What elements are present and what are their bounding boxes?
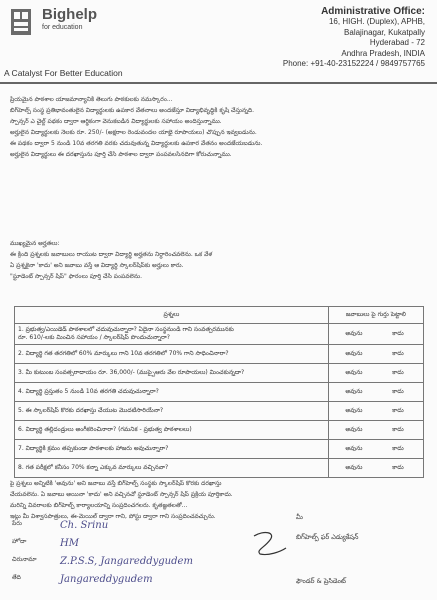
- table-row: [15, 364, 424, 383]
- detail-row: [12, 538, 242, 556]
- answer-cell[interactable]: [328, 440, 423, 459]
- answer-cell[interactable]: [328, 364, 423, 383]
- yes-option[interactable]: అవును: [345, 369, 363, 376]
- header-questions: ప్రశ్నలు: [15, 307, 329, 324]
- yes-option[interactable]: అవును: [345, 388, 363, 395]
- answer-cell[interactable]: [328, 421, 423, 440]
- sender-org: బిగ్‌హెల్ప్ ఫర్ ఎడ్యుకేషన్: [296, 533, 359, 541]
- intro-line: అర్హులైన విద్యార్థులకు నెలకు రూ. 250/- (అక్షరాల రెండువందల యాభై రూపాయలు) చొప్పున ఇవ్వబడును.: [10, 129, 257, 136]
- intro-line: ఈ పథకం ద్వారా 5 నుండి 10వ తరగతి వరకు చదువుతున్న విద్యార్థులకు ఉపకార వేతనం అందజేయబడును.: [10, 140, 263, 147]
- yes-option[interactable]: అవును: [345, 445, 363, 452]
- answer-cell[interactable]: [328, 383, 423, 402]
- section-line: ఈ క్రింది ప్రశ్నలకు జవాబులు రాయుట ద్వారా విద్యార్థి అర్హతను నిర్ధారించవలెను. ఒక వేళ: [10, 251, 213, 258]
- detail-label: హోదా: [12, 538, 27, 545]
- section-line: "స్టూడెంట్ స్పాన్సర్ షిప్" ఫారంలు పూర్తి చేసి పంపవలెను.: [10, 273, 142, 280]
- table-row: [15, 421, 424, 440]
- table-row: [15, 459, 424, 478]
- closing-line: ఇట్లు మీ విశ్వాసపాత్రులు, ఈ-మెయిల్ ద్వారా గాని, పోస్టు ద్వారా గాని సంప్రదించవచ్చును.: [10, 513, 216, 520]
- intro-line: బిగ్‌హెల్ప్ సంస్థ ప్రతిభావంతులైన విద్యార్థులకు ఉపకార వేతనాలు అందజేస్తూ విద్యాభివృద్ధికి కృషి చేస్తున్నది.: [10, 107, 255, 114]
- question-cell: 3. మీ కుటుంబ సంవత్సరాదాయం రూ. 36,000/- (ముప్పైఆరు వేల రూపాయలు) మించకున్నదా?: [15, 364, 329, 383]
- question-cell: 4. విద్యార్థి ప్రస్తుతం 5 నుండి 10వ తరగతి చదువుచున్నారా?: [15, 383, 329, 402]
- detail-label: చిరునామా: [12, 556, 37, 563]
- question-cell: [15, 324, 329, 345]
- no-option[interactable]: కాదు: [392, 407, 404, 414]
- answer-cell[interactable]: [328, 324, 423, 345]
- closing-line: పై ప్రశ్నలు అన్నిటికి 'అవును' అని జవాబు వస్తే బిగ్‌హెల్ప్ సంస్థకు స్కాలర్‌షిప్ కొరకు దరఖాస్తు: [10, 480, 222, 487]
- question-cell: 7. విద్యార్థికి క్రమం తప్పకుండా పాఠశాలకు హాజరు అవుచున్నారా?: [15, 440, 329, 459]
- question-cell: 2. విద్యార్థి గత తరగతిలో 60% మార్కులు గాని 10వ తరగతిలో 70% గాని సాధించినారా?: [15, 345, 329, 364]
- header-divider: [0, 82, 437, 84]
- detail-row: [12, 520, 242, 538]
- yes-option[interactable]: అవును: [345, 407, 363, 414]
- answer-cell[interactable]: [328, 459, 423, 478]
- eligibility-table: [14, 306, 424, 478]
- question-text: 1. ప్రభుత్వ/ఎయిడెడ్ పాఠశాలలో చదువుచున్నారా? ఏదైనా సంస్థనుండి గాని సంవత్సరమునకు: [18, 326, 234, 333]
- no-option[interactable]: కాదు: [392, 350, 404, 357]
- sender-role: ఫౌండర్ & ప్రెసిడెంట్: [296, 577, 346, 585]
- answer-cell[interactable]: [328, 345, 423, 364]
- no-option[interactable]: కాదు: [392, 369, 404, 376]
- detail-row: [12, 574, 242, 592]
- question-cell: 8. గత పరీక్షలో కనీసం 70% కన్నా ఎక్కువ మార్కులు వచ్చినవా?: [15, 459, 329, 478]
- no-option[interactable]: కాదు: [392, 388, 404, 395]
- detail-row: [12, 556, 242, 574]
- closing-line: చేయవలెను. ఏ జవాబు అయినా 'కాదు' అని వచ్చినచో స్టూడెంట్ స్పాన్సర్ షిప్ ప్రక్రియ పూర్తికాదు.: [10, 491, 233, 498]
- no-option[interactable]: కాదు: [392, 426, 404, 433]
- office-address: [255, 6, 425, 70]
- office-phone: Phone: +91-40-23152224 / 9849757765: [282, 59, 425, 68]
- no-option[interactable]: కాదు: [392, 464, 404, 471]
- table-row: [15, 402, 424, 421]
- signature-icon: [250, 528, 290, 558]
- closing-line: మరిన్ని వివరాలకు బిగ్‌హెల్ప్ కార్యాలయాన్ని సంప్రదించగలరు. కృతజ్ఞతలతో...: [10, 502, 188, 509]
- yes-option[interactable]: అవును: [345, 426, 363, 433]
- intro-line: అర్హులైన విద్యార్థులు ఈ దరఖాస్తును పూర్తి చేసి పాఠశాల ద్వారా పంపవలసినదిగా కోరుచున్నాము.: [10, 151, 232, 158]
- handwritten-name: Ch. Srinu: [60, 520, 109, 531]
- detail-label: తేది: [12, 574, 21, 581]
- header-answers: జవాబులు పై గుర్తు పెట్టాలి: [328, 307, 423, 324]
- office-line: Andhra Pradesh, INDIA: [341, 48, 425, 58]
- question-cell: 6. విద్యార్థి తల్లిదండ్రులు అంగీకరించినారా? (గమనిక - ప్రభుత్వ పాఠశాలలు): [15, 421, 329, 440]
- office-line: Hyderabad - 72: [369, 38, 425, 47]
- table-header-row: [15, 307, 424, 324]
- applicant-details: [12, 520, 242, 592]
- table-row: [15, 345, 424, 364]
- brand-name: Bighelp: [42, 6, 97, 23]
- eligibility-section: [10, 238, 430, 282]
- section-title: ముఖ్యమైన అర్హతలు:: [10, 240, 60, 247]
- table-row: [15, 383, 424, 402]
- yes-option[interactable]: అవును: [345, 464, 363, 471]
- table-row: [15, 440, 424, 459]
- intro-line: ప్రియమైన పాఠశాల యాజమాన్యానికి తెలుగు పాఠకులకు నమస్కారం...: [10, 96, 173, 103]
- no-option[interactable]: కాదు: [392, 330, 404, 337]
- answer-cell[interactable]: [328, 402, 423, 421]
- intro-paragraph: [10, 94, 430, 160]
- brand-subtitle: for education: [42, 24, 83, 31]
- yes-option[interactable]: అవును: [345, 350, 363, 357]
- question-text: రూ. 610/-లకు మించిన సహాయం / స్కాలర్‌షిప్ పొందుచున్నారా?: [18, 334, 170, 341]
- detail-label: పేరు: [12, 520, 22, 527]
- sender-signature-block: [296, 513, 426, 597]
- tagline: A Catalyst For Better Education: [4, 68, 123, 78]
- yes-option[interactable]: అవును: [345, 330, 363, 337]
- bighelp-logo-icon: [10, 8, 32, 36]
- question-cell: 5. ఈ స్కాలర్‌షిప్ కొరకు దరఖాస్తు చేయుట మొదటిసారియేనా?: [15, 402, 329, 421]
- handwritten-designation: HM: [60, 538, 79, 549]
- no-option[interactable]: కాదు: [392, 445, 404, 452]
- office-title: Administrative Office:: [321, 6, 425, 17]
- sender-yours: మీ: [296, 513, 303, 521]
- office-line: Balajinagar, Kukatpally: [344, 27, 425, 37]
- intro-line: స్పాన్సర్ ఎ చైల్డ్ పథకం ద్వారా ఆర్థికంగా వెనుకబడిన విద్యార్థులకు సహాయం అందిస్తున్నాము.: [10, 118, 222, 125]
- office-line: 16, HIGH. (Duplex), APHB,: [328, 17, 425, 26]
- handwritten-address: Z.P.S.S, Jangareddygudem: [60, 556, 193, 567]
- handwritten-place: Jangareddygudem: [60, 574, 153, 585]
- table-row: [15, 324, 424, 345]
- section-line: ఏ ప్రశ్నకైనా 'కాదు' అని జవాబు వస్తే ఆ విద్యార్థి స్కాలర్‌షిప్‌కు అర్హులు కారు.: [10, 262, 184, 269]
